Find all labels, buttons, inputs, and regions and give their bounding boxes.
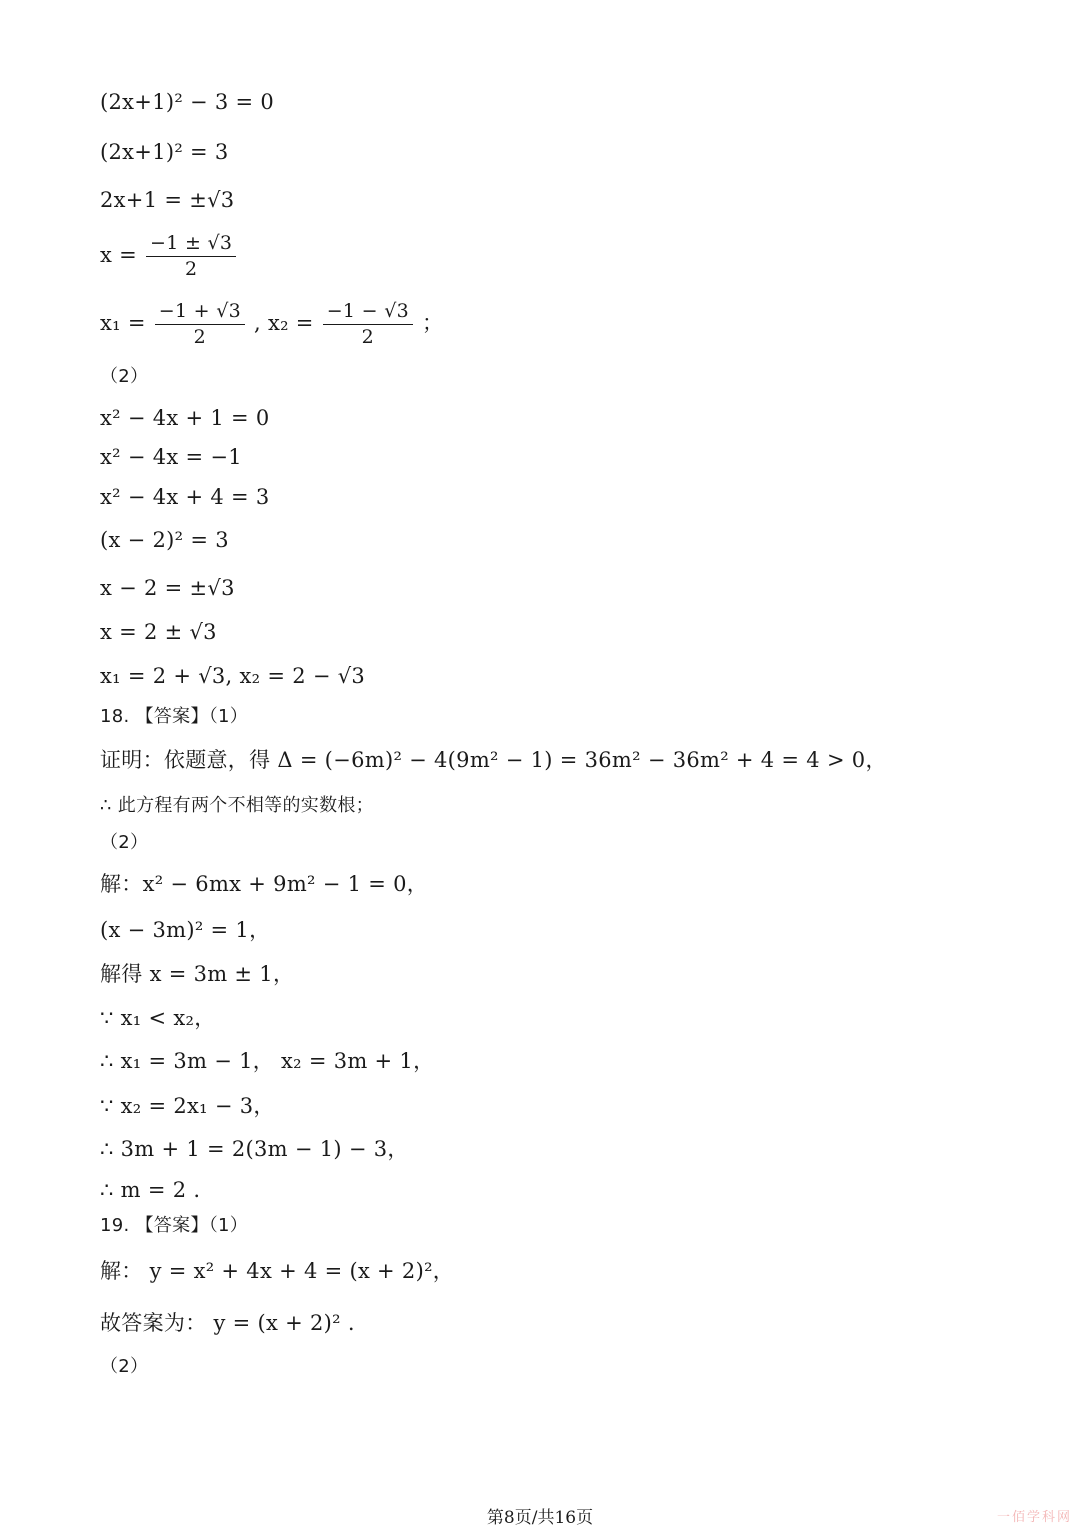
separator: , x₂ = [254, 311, 314, 336]
math-line-1: (2x+1)² − 3 = 0 [100, 90, 275, 114]
fraction-denominator: 2 [361, 325, 375, 348]
fraction [146, 232, 236, 281]
math-line-19: (x − 3m)² = 1， [100, 918, 271, 942]
math-line-4 [100, 232, 238, 281]
math-line-28: 故答案为： y = (x + 2)² . [100, 1311, 355, 1335]
math-line-7: x² − 4x + 1 = 0 [100, 406, 270, 430]
math-line-5 [100, 300, 443, 349]
math-line-12: x = 2 ± √3 [100, 620, 217, 644]
part-label-2b: （2） [100, 832, 149, 853]
math-line-13: x₁ = 2 + √3, x₂ = 2 − √3 [100, 664, 366, 688]
fraction-lhs: x₁ = [100, 311, 146, 336]
math-line-20: 解得 x = 3m ± 1， [100, 962, 295, 986]
fraction-lhs: x = [100, 243, 138, 268]
proof-line: 证明：依题意，得 Δ = (−6m)² − 4(9m² − 1) = 36m² − 36m² + 4 = 4 > 0， [100, 748, 887, 772]
math-line-8: x² − 4x = −1 [100, 445, 242, 469]
fraction [155, 300, 245, 349]
math-line-22: ∴ x₁ = 3m − 1， x₂ = 3m + 1， [100, 1049, 435, 1073]
part-label-2: （2） [100, 366, 149, 387]
math-line-24: ∴ 3m + 1 = 2(3m − 1) − 3， [100, 1137, 409, 1161]
math-line-3: 2x+1 = ±√3 [100, 188, 235, 212]
math-line-23: ∵ x₂ = 2x₁ − 3， [100, 1094, 275, 1118]
fraction-numerator: −1 + √3 [155, 300, 245, 325]
answer-heading-19: 19. 【答案】（1） [100, 1215, 249, 1236]
math-line-18: 解：x² − 6mx + 9m² − 1 = 0， [100, 872, 429, 896]
math-line-25: ∴ m = 2 . [100, 1178, 201, 1202]
answer-heading-18: 18. 【答案】（1） [100, 706, 249, 727]
fraction [323, 300, 413, 349]
math-line-10: (x − 2)² = 3 [100, 528, 229, 552]
terminator: ； [421, 311, 444, 336]
fraction-denominator: 2 [193, 325, 207, 348]
fraction-denominator: 2 [184, 257, 198, 280]
math-line-2: (2x+1)² = 3 [100, 140, 229, 164]
fraction-numerator: −1 ± √3 [146, 232, 236, 257]
fraction-numerator: −1 − √3 [323, 300, 413, 325]
math-line-9: x² − 4x + 4 = 3 [100, 485, 270, 509]
conclusion-line: ∴ 此方程有两个不相等的实数根； [100, 795, 374, 816]
watermark-logo: 一佰学科网 [996, 1510, 1072, 1525]
page-footer: 第8页/共16页 [486, 1508, 594, 1528]
math-line-21: ∵ x₁ < x₂， [100, 1006, 216, 1030]
math-line-11: x − 2 = ±√3 [100, 576, 235, 600]
part-label-2c: （2） [100, 1356, 149, 1377]
math-line-27: 解： y = x² + 4x + 4 = (x + 2)²， [100, 1259, 455, 1283]
